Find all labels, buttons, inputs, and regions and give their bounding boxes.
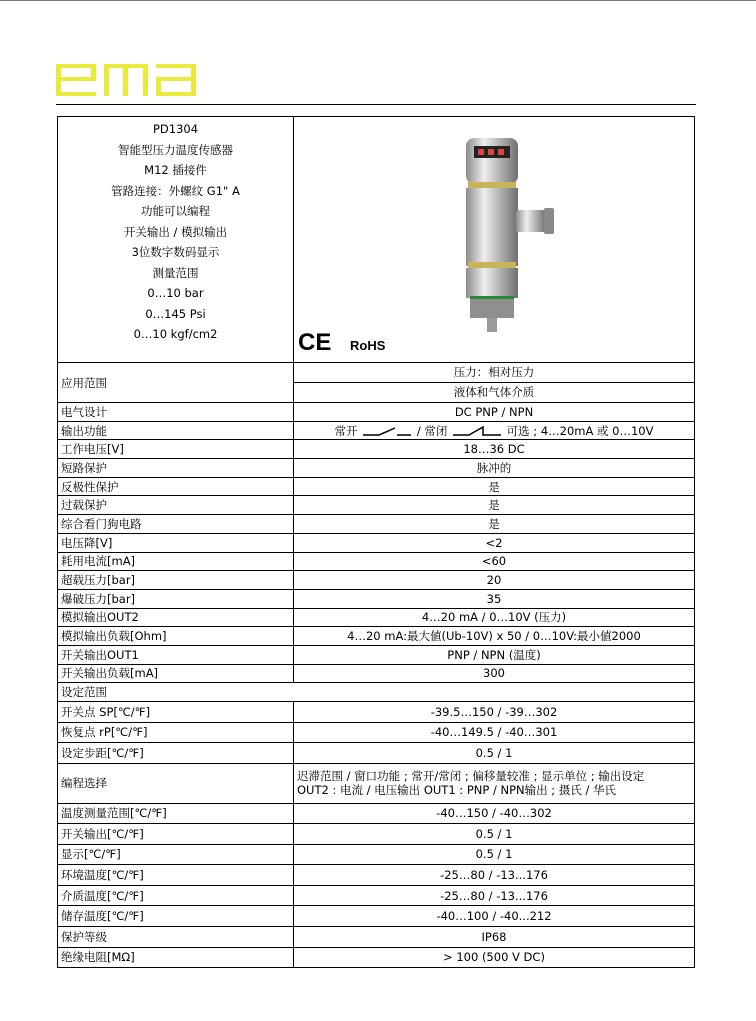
- row-value: 4…20 mA:最大値(Ub-10V) x 50 / 0…10V:最小値2000: [294, 627, 695, 646]
- table-row: [58, 844, 695, 865]
- table-row: [58, 906, 695, 927]
- product-summary: [58, 117, 294, 363]
- no-label: 常开: [334, 423, 358, 438]
- row-label: 设定步距[℃/℉]: [58, 743, 294, 764]
- application-row: [58, 363, 695, 403]
- row-value: PNP / NPN (温度): [294, 645, 695, 664]
- row-label: 温度测量范围[℃/℉]: [58, 803, 294, 824]
- top-rule: [0, 0, 756, 1]
- summary-line: 0…10 kgf/cm2: [133, 327, 218, 341]
- row-label: 保护等级: [58, 927, 294, 948]
- row-value: 是: [294, 515, 695, 534]
- row-value: 液体和气体介质: [294, 382, 694, 402]
- table-row: [58, 515, 695, 534]
- summary-line: 管路连接：外螺纹 G1" A: [111, 183, 240, 198]
- row-label: 综合看门狗电路: [58, 515, 294, 534]
- row-value: -39.5…150 / -39…302: [294, 702, 695, 723]
- row-label: 恢复点 rP[℃/℉]: [58, 722, 294, 743]
- ema-logo: [56, 60, 196, 100]
- row-value: <60: [294, 552, 695, 571]
- summary-line: 0…145 Psi: [145, 306, 206, 321]
- row-label: 开关输出OUT1: [58, 645, 294, 664]
- row-value: -40…150 / -40…302: [294, 803, 695, 824]
- table-row: [58, 589, 695, 608]
- row-value: <2: [294, 533, 695, 552]
- table-row: [58, 533, 695, 552]
- summary-line: 测量范围: [152, 265, 199, 280]
- row-label: 耗用电流[mA]: [58, 552, 294, 571]
- table-row: [58, 865, 695, 886]
- row-label: 超载压力[bar]: [58, 571, 294, 590]
- summary-line: PD1304: [152, 122, 199, 136]
- table-row: [58, 743, 695, 764]
- row-label: 开关输出负载[mA]: [58, 664, 294, 683]
- table-row: [58, 645, 695, 664]
- table-row: [58, 947, 695, 968]
- row-label: 爆破压力[bar]: [58, 589, 294, 608]
- programming-line: OUT2 : 电流 / 电压输出 OUT1 : PNP / NPN输出 ; 摄氏 / 华氏: [297, 783, 616, 797]
- table-row: [58, 927, 695, 948]
- ce-mark: CE: [298, 328, 332, 356]
- product-image-cell: [294, 117, 695, 363]
- row-label: 绝缘电阻[MΩ]: [58, 947, 294, 968]
- summary-line: 0…10 bar: [147, 286, 204, 300]
- row-value: 压力：相对压力: [453, 365, 535, 379]
- table-row: [58, 664, 695, 683]
- row-value: 脉冲的: [294, 459, 695, 478]
- row-value: -40…100 / -40...212: [294, 906, 695, 927]
- section-label: 设定范围: [58, 683, 695, 702]
- row-value: 18…36 DC: [294, 440, 695, 459]
- table-row: [58, 885, 695, 906]
- row-label: 储存温度[℃/℉]: [58, 906, 294, 927]
- row-label: 反极性保护: [58, 477, 294, 496]
- row-value: -40…149.5 / -40…301: [294, 722, 695, 743]
- rohs-mark: RoHS: [350, 337, 386, 353]
- row-label: 电压降[V]: [58, 533, 294, 552]
- row-label: 显示[℃/℉]: [58, 844, 294, 865]
- summary-line: 智能型压力温度传感器: [118, 142, 233, 157]
- sensor-product-image: [294, 118, 694, 362]
- table-row: [58, 440, 695, 459]
- summary-line: M12 插接件: [144, 163, 207, 177]
- table-row: [58, 608, 695, 627]
- row-label: 模拟输出OUT2: [58, 608, 294, 627]
- header-row: [58, 117, 695, 363]
- programming-line: 迟滞范围 / 窗口功能 ; 常开/常闭 ; 偏移量较准 ; 显示单位 ; 输出设定: [297, 769, 645, 783]
- table-row: [58, 459, 695, 478]
- row-label: 开关输出[℃/℉]: [58, 824, 294, 845]
- table-row: [58, 403, 695, 422]
- row-value: > 100 (500 V DC): [294, 947, 695, 968]
- row-value: IP68: [294, 927, 695, 948]
- row-label: 过载保护: [58, 496, 294, 515]
- row-value: 是: [294, 496, 695, 515]
- row-value: 0.5 / 1: [294, 824, 695, 845]
- programming-row: [58, 763, 695, 803]
- normally-open-symbol: [361, 425, 413, 437]
- summary-line: 开关输出 / 模拟输出: [123, 224, 228, 239]
- row-label: 开关点 SP[℃/℉]: [58, 702, 294, 723]
- output-function-row: [58, 421, 695, 440]
- table-row: [58, 803, 695, 824]
- row-label: 短路保护: [58, 459, 294, 478]
- row-value: 0.5 / 1: [294, 743, 695, 764]
- row-value: 20: [294, 571, 695, 590]
- row-label: 工作电压[V]: [58, 440, 294, 459]
- table-row: [58, 496, 695, 515]
- table-row: [58, 571, 695, 590]
- row-label: 编程选择: [58, 763, 294, 803]
- table-row: [58, 477, 695, 496]
- row-value: 是: [294, 477, 695, 496]
- row-label: 模拟输出负载[Ohm]: [58, 627, 294, 646]
- spec-table: [57, 116, 695, 968]
- row-value: 0.5 / 1: [294, 844, 695, 865]
- table-row: [58, 627, 695, 646]
- row-label: 介质温度[℃/℉]: [58, 885, 294, 906]
- row-value: DC PNP / NPN: [294, 403, 695, 422]
- header-rule: [56, 104, 696, 105]
- row-value: 35: [294, 589, 695, 608]
- row-label: 输出功能: [58, 421, 294, 440]
- output-options: 可选 ; 4…20mA 或 0…10V: [506, 423, 654, 438]
- table-row: [58, 824, 695, 845]
- normally-closed-symbol: [451, 425, 503, 437]
- section-row: [58, 683, 695, 702]
- row-value: 300: [294, 664, 695, 683]
- table-row: [58, 552, 695, 571]
- table-row: [58, 702, 695, 723]
- nc-label: / 常闭: [416, 423, 448, 438]
- row-label: 电气设计: [58, 403, 294, 422]
- summary-line: 3位数字数码显示: [131, 245, 220, 259]
- row-value: -25…80 / -13...176: [294, 885, 695, 906]
- row-label: 环境温度[℃/℉]: [58, 865, 294, 886]
- row-value: -25…80 / -13...176: [294, 865, 695, 886]
- table-row: [58, 722, 695, 743]
- row-value: 4…20 mA / 0…10V (压力): [294, 608, 695, 627]
- row-label: 应用范围: [58, 363, 294, 403]
- summary-line: 功能可以编程: [141, 204, 210, 218]
